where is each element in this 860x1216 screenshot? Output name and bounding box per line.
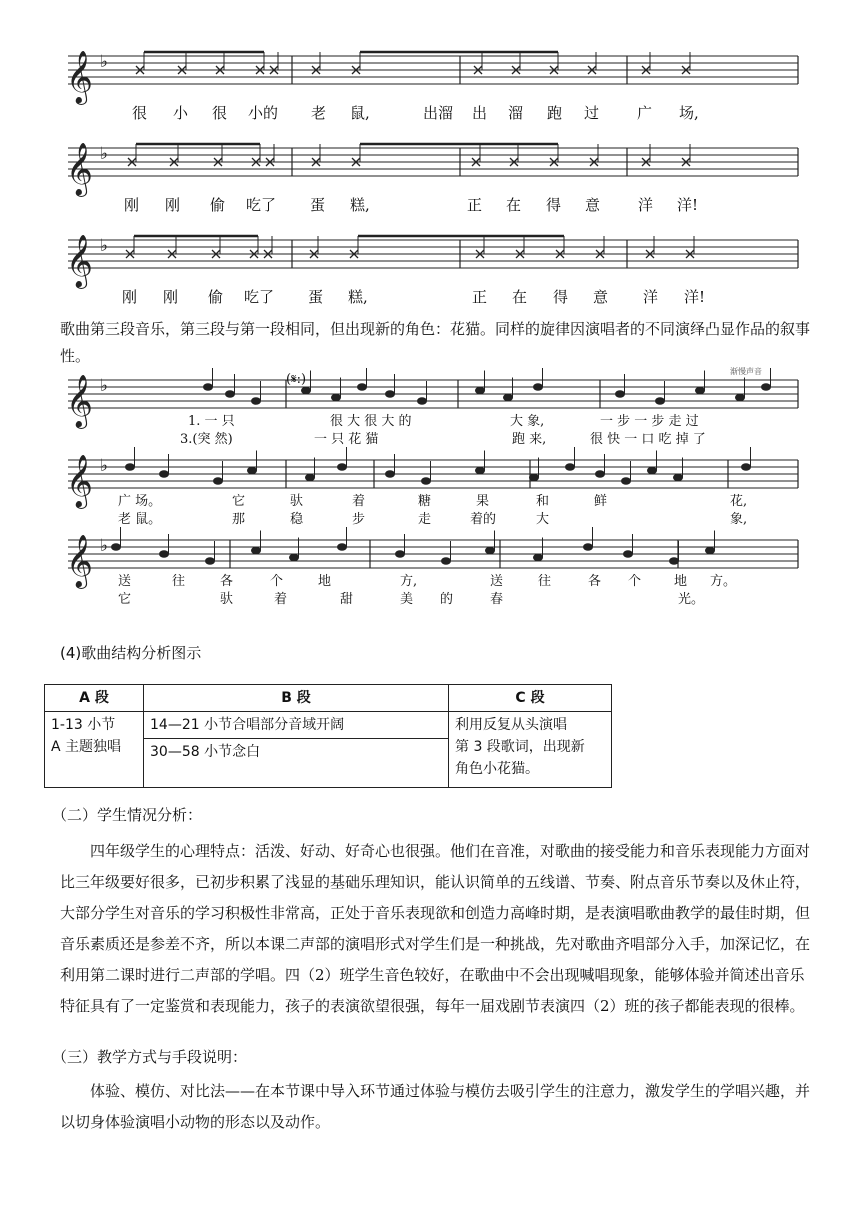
header-c: C 段 <box>449 685 612 712</box>
header-b: B 段 <box>144 685 449 712</box>
cell-a: 1-13 小节 A 主题独唱 <box>45 712 144 788</box>
svg-text:𝄞: 𝄞 <box>66 142 93 195</box>
melody-lyric-3b: 它 驮 着 甜 美 的 春 光。 <box>118 592 705 607</box>
repeat-mark: (𝄋:) <box>286 372 307 387</box>
svg-text:♭: ♭ <box>100 535 108 556</box>
header-a: A 段 <box>45 685 144 712</box>
section2-body: 四年级学生的心理特点：活泼、好动、好奇心也很强。他们在音准，对歌曲的接受能力和音乐表现能力方面对比三年级要好很多，已初步积累了浅显的基础乐理知识，能认识简单的五线谱、节奏、附点音乐节奏以及休止符，大部分学生对音乐的学习积极性非常高，正处于音乐表现欲和创造力高峰时期，是表演唱歌曲教学的最佳时期，但音乐素质还是参差不齐，所以本课二声部的演唱形式对学生们是一种挑战，先对歌曲齐唱部分入手，加深记忆，在利用第二课时进行二声部的学唱。四（2）班学生音色较好，在歌曲中不会出现喊唱现象，能够体验并简述出音乐特征具有了一定鉴赏和表现能力，孩子的表演欲望很强，每年一届戏剧节表演四（2）班的孩子都能表现的很棒。 <box>60 842 811 1015</box>
cell-b1: 14—21 小节合唱部分音域开阔 <box>144 712 449 739</box>
cell-c: 利用反复从头演唱 第 3 段歌词，出现新 角色小花猫。 <box>449 712 612 788</box>
section3-body: 体验、模仿、对比法——在本节课中导入环节通过体验与模仿去吸引学生的注意力，激发学生的学唱兴趣，并以切身体验演唱小动物的形态以及动作。 <box>60 1082 811 1131</box>
melody-lyric-1b: 3.(突 然) 一 只 花 猫 跑 来, 很 快 一 口 吃 掉 了 <box>180 432 706 447</box>
score-rhythm-1 <box>60 48 805 328</box>
svg-text:𝄞: 𝄞 <box>66 234 93 287</box>
structure-table <box>44 684 612 788</box>
svg-text:𝄞: 𝄞 <box>66 534 93 587</box>
section4-title: (4)歌曲结构分析图示 <box>60 644 202 662</box>
score-melody <box>60 368 800 618</box>
melody-lyric-1a: 1. 一 只 很 大 很 大 的 大 象, 一 步 一 步 走 过 <box>188 414 699 429</box>
svg-text:♭: ♭ <box>100 143 108 164</box>
melody-lyric-2b: 老 鼠。 那 稳 步 走 着的 大 象, <box>118 512 748 527</box>
lyric-row-2: 刚 刚 偷 吃了 蛋 糕, 正 在 得 意 洋 洋! <box>124 196 699 214</box>
melody-lyric-2a: 广 场。 它 驮 着 糖 果 和 鲜 花, <box>118 494 748 509</box>
svg-text:♭: ♭ <box>100 375 108 396</box>
svg-text:𝄞: 𝄞 <box>66 454 93 507</box>
svg-text:♭: ♭ <box>100 455 108 476</box>
intro-paragraph: 歌曲第三段音乐，第三段与第一段相同，但出现新的角色：花猫。同样的旋律因演唱者的不同演绎凸显作品的叙事性。 <box>60 320 811 365</box>
svg-text:♭: ♭ <box>100 51 108 72</box>
section3-title: （三）教学方式与手段说明： <box>52 1048 248 1066</box>
lyric-row-1: 很 小 很 小的 老 鼠, 出溜 出 溜 跑 过 广 场, <box>132 104 699 122</box>
section2-title: （二）学生情况分析： <box>52 806 203 824</box>
melody-lyric-3a: 送 往 各 个 地 方, 送 往 各 个 地 方。 <box>118 574 737 589</box>
svg-text:𝄞: 𝄞 <box>66 374 93 427</box>
cell-b2: 30—58 小节念白 <box>144 739 449 788</box>
corner-mark: 渐慢声音 <box>730 367 762 376</box>
svg-text:♭: ♭ <box>100 235 108 256</box>
svg-text:𝄞: 𝄞 <box>66 50 93 103</box>
lyric-row-3: 刚 刚 偷 吃了 蛋 糕, 正 在 得 意 洋 洋! <box>122 288 706 306</box>
